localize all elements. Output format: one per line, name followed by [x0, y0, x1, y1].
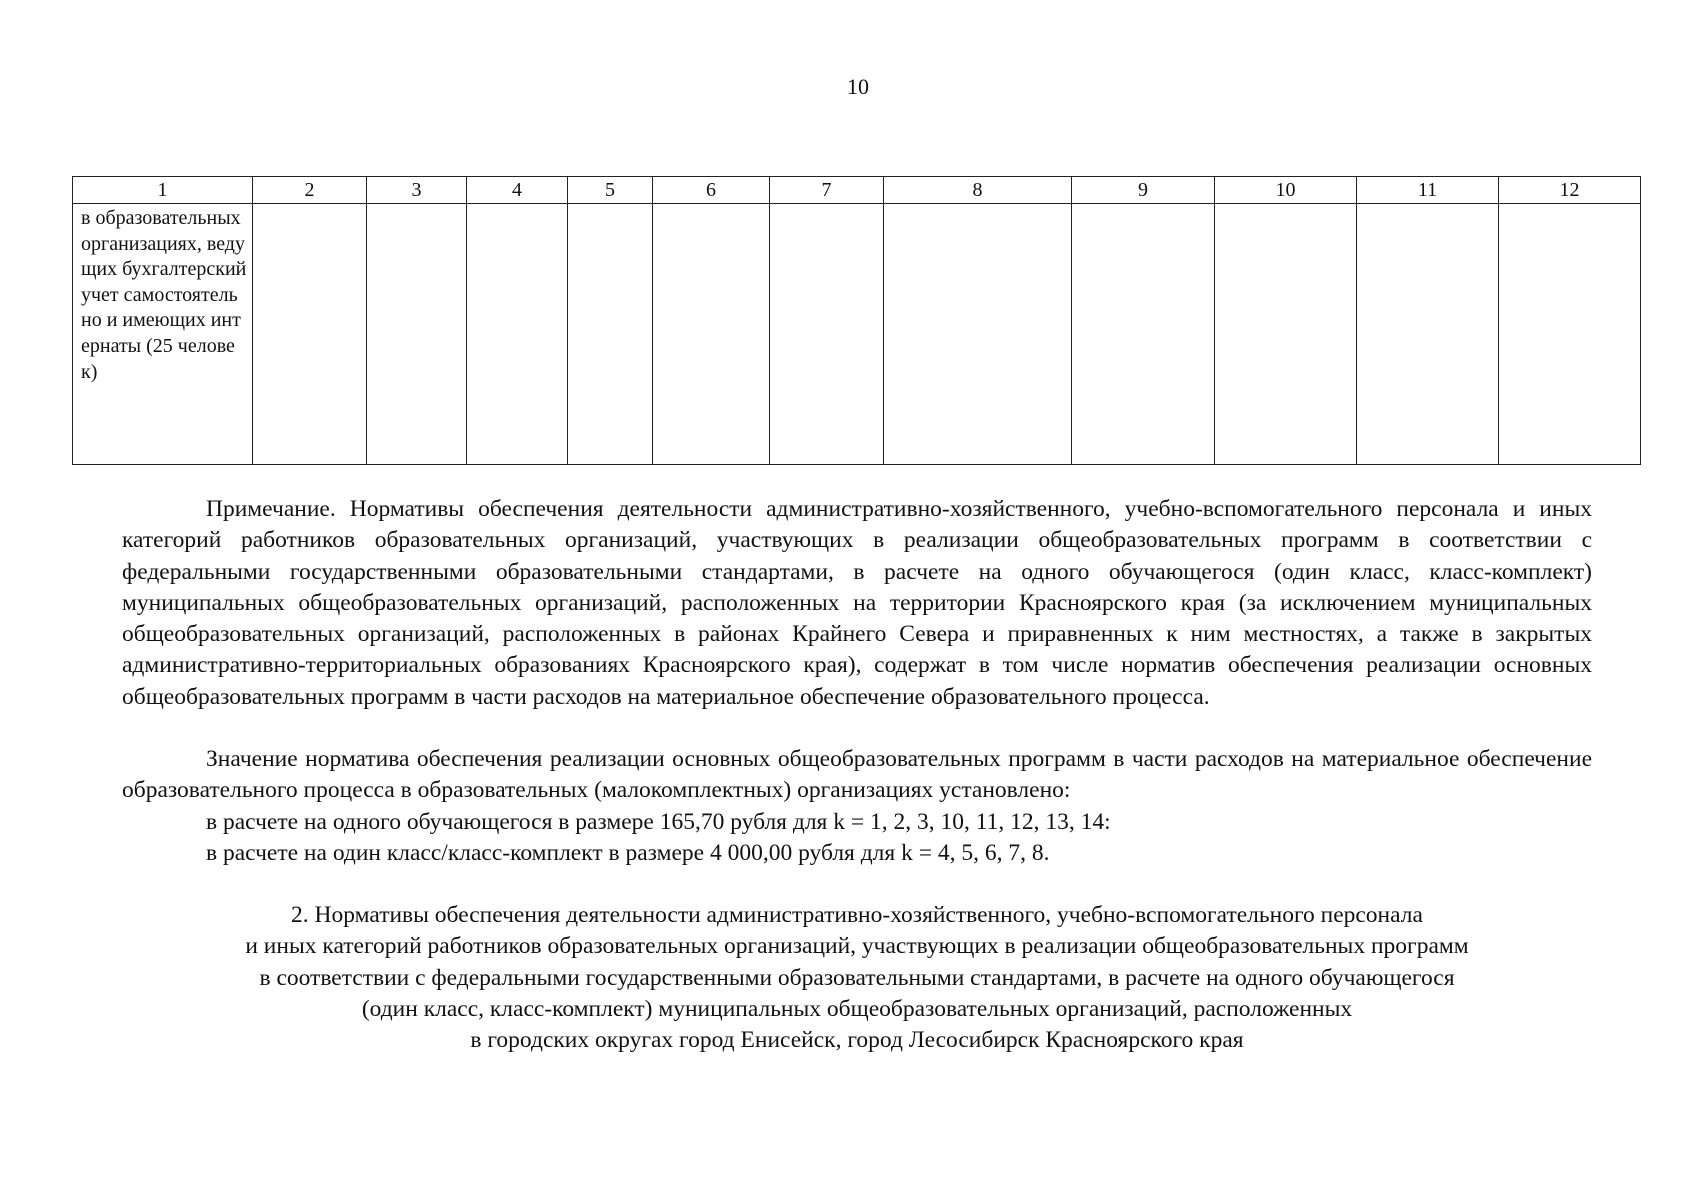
table-cell: [367, 204, 467, 465]
column-header: 8: [884, 177, 1072, 204]
table-cell: [770, 204, 884, 465]
table-cell: [1215, 204, 1357, 465]
table-cell: [1357, 204, 1499, 465]
section-2-heading: [122, 900, 1592, 1056]
norm-value-section: [122, 744, 1592, 869]
page-number: 10: [847, 74, 869, 99]
heading-line: 2. Нормативы обеспечения деятельности административно-хозяйственного, учебно-вспомогательного персонала: [291, 902, 1423, 928]
norms-table: [72, 176, 1641, 465]
note-section: [122, 494, 1592, 713]
column-header: 4: [467, 177, 568, 204]
heading-line: в городских округах город Енисейск, город Лесосибирск Красноярского края: [470, 1027, 1244, 1054]
table-header-row: [73, 177, 1641, 204]
table-cell: [884, 204, 1072, 465]
column-header: 12: [1499, 177, 1641, 204]
column-header: 2: [253, 177, 367, 204]
per-class-norm-line: в расчете на один класс/класс-комплект в размере 4 000,00 рубля для k = 4, 5, 6, 7, 8.: [206, 839, 1050, 866]
table-cell: [568, 204, 653, 465]
note-paragraph: Примечание. Нормативы обеспечения деятельности административно-хозяйственного, учебно-вспомогательного персонала и иных категорий работников образовательных организаций, участвующих в реализации общеобразовательных программ в соответствии с федеральными государственными образовательными стандартами, в расчете на одного обучающегося (один класс, класс-комплект) муниципальных общеобразовательных организаций, расположенных на территории Красноярского края (за исключением муниципальных общеобразовательных организаций, расположенных в районах Крайнего Севера и приравненных к ним местностях, а также в закрытых административно-территориальных образованиях Красноярского края), содержат в том числе норматив обеспечения реализации основных общеобразовательных программ в части расходов на материальное обеспечение образовательного процесса.: [122, 496, 1592, 710]
column-header: 7: [770, 177, 884, 204]
norm-value-paragraph: Значение норматива обеспечения реализации основных общеобразовательных программ в части расходов на материальное обеспечение образовательного процесса в образовательных (малокомплектных) организациях установлено:: [122, 746, 1592, 804]
table-row: [73, 204, 1641, 465]
table-cell: [467, 204, 568, 465]
heading-line: и иных категорий работников образовательных организаций, участвующих в реализации общеобразовательных программ: [245, 933, 1469, 960]
column-header: 5: [568, 177, 653, 204]
column-header: 11: [1357, 177, 1499, 204]
heading-line: в соответствии с федеральными государственными образовательными стандартами, в расчете на одного обучающегося: [259, 964, 1455, 991]
column-header: 6: [653, 177, 770, 204]
row-label-cell: в образовательных организациях, ведущих бухгалтерский учет самостоятельно и имеющих интернаты (25 человек): [73, 204, 253, 465]
column-header: 3: [367, 177, 467, 204]
column-header: 9: [1072, 177, 1215, 204]
column-header: 10: [1215, 177, 1357, 204]
per-student-norm-line: в расчете на одного обучающегося в размере 165,70 рубля для k = 1, 2, 3, 10, 11, 12, 13, 14:: [206, 808, 1111, 835]
table-cell: [1072, 204, 1215, 465]
table-cell: [253, 204, 367, 465]
heading-line: (один класс, класс-комплект) муниципальных общеобразовательных организаций, расположенных: [361, 995, 1353, 1022]
column-header: 1: [73, 177, 253, 204]
table-cell: [1499, 204, 1641, 465]
table-cell: [653, 204, 770, 465]
